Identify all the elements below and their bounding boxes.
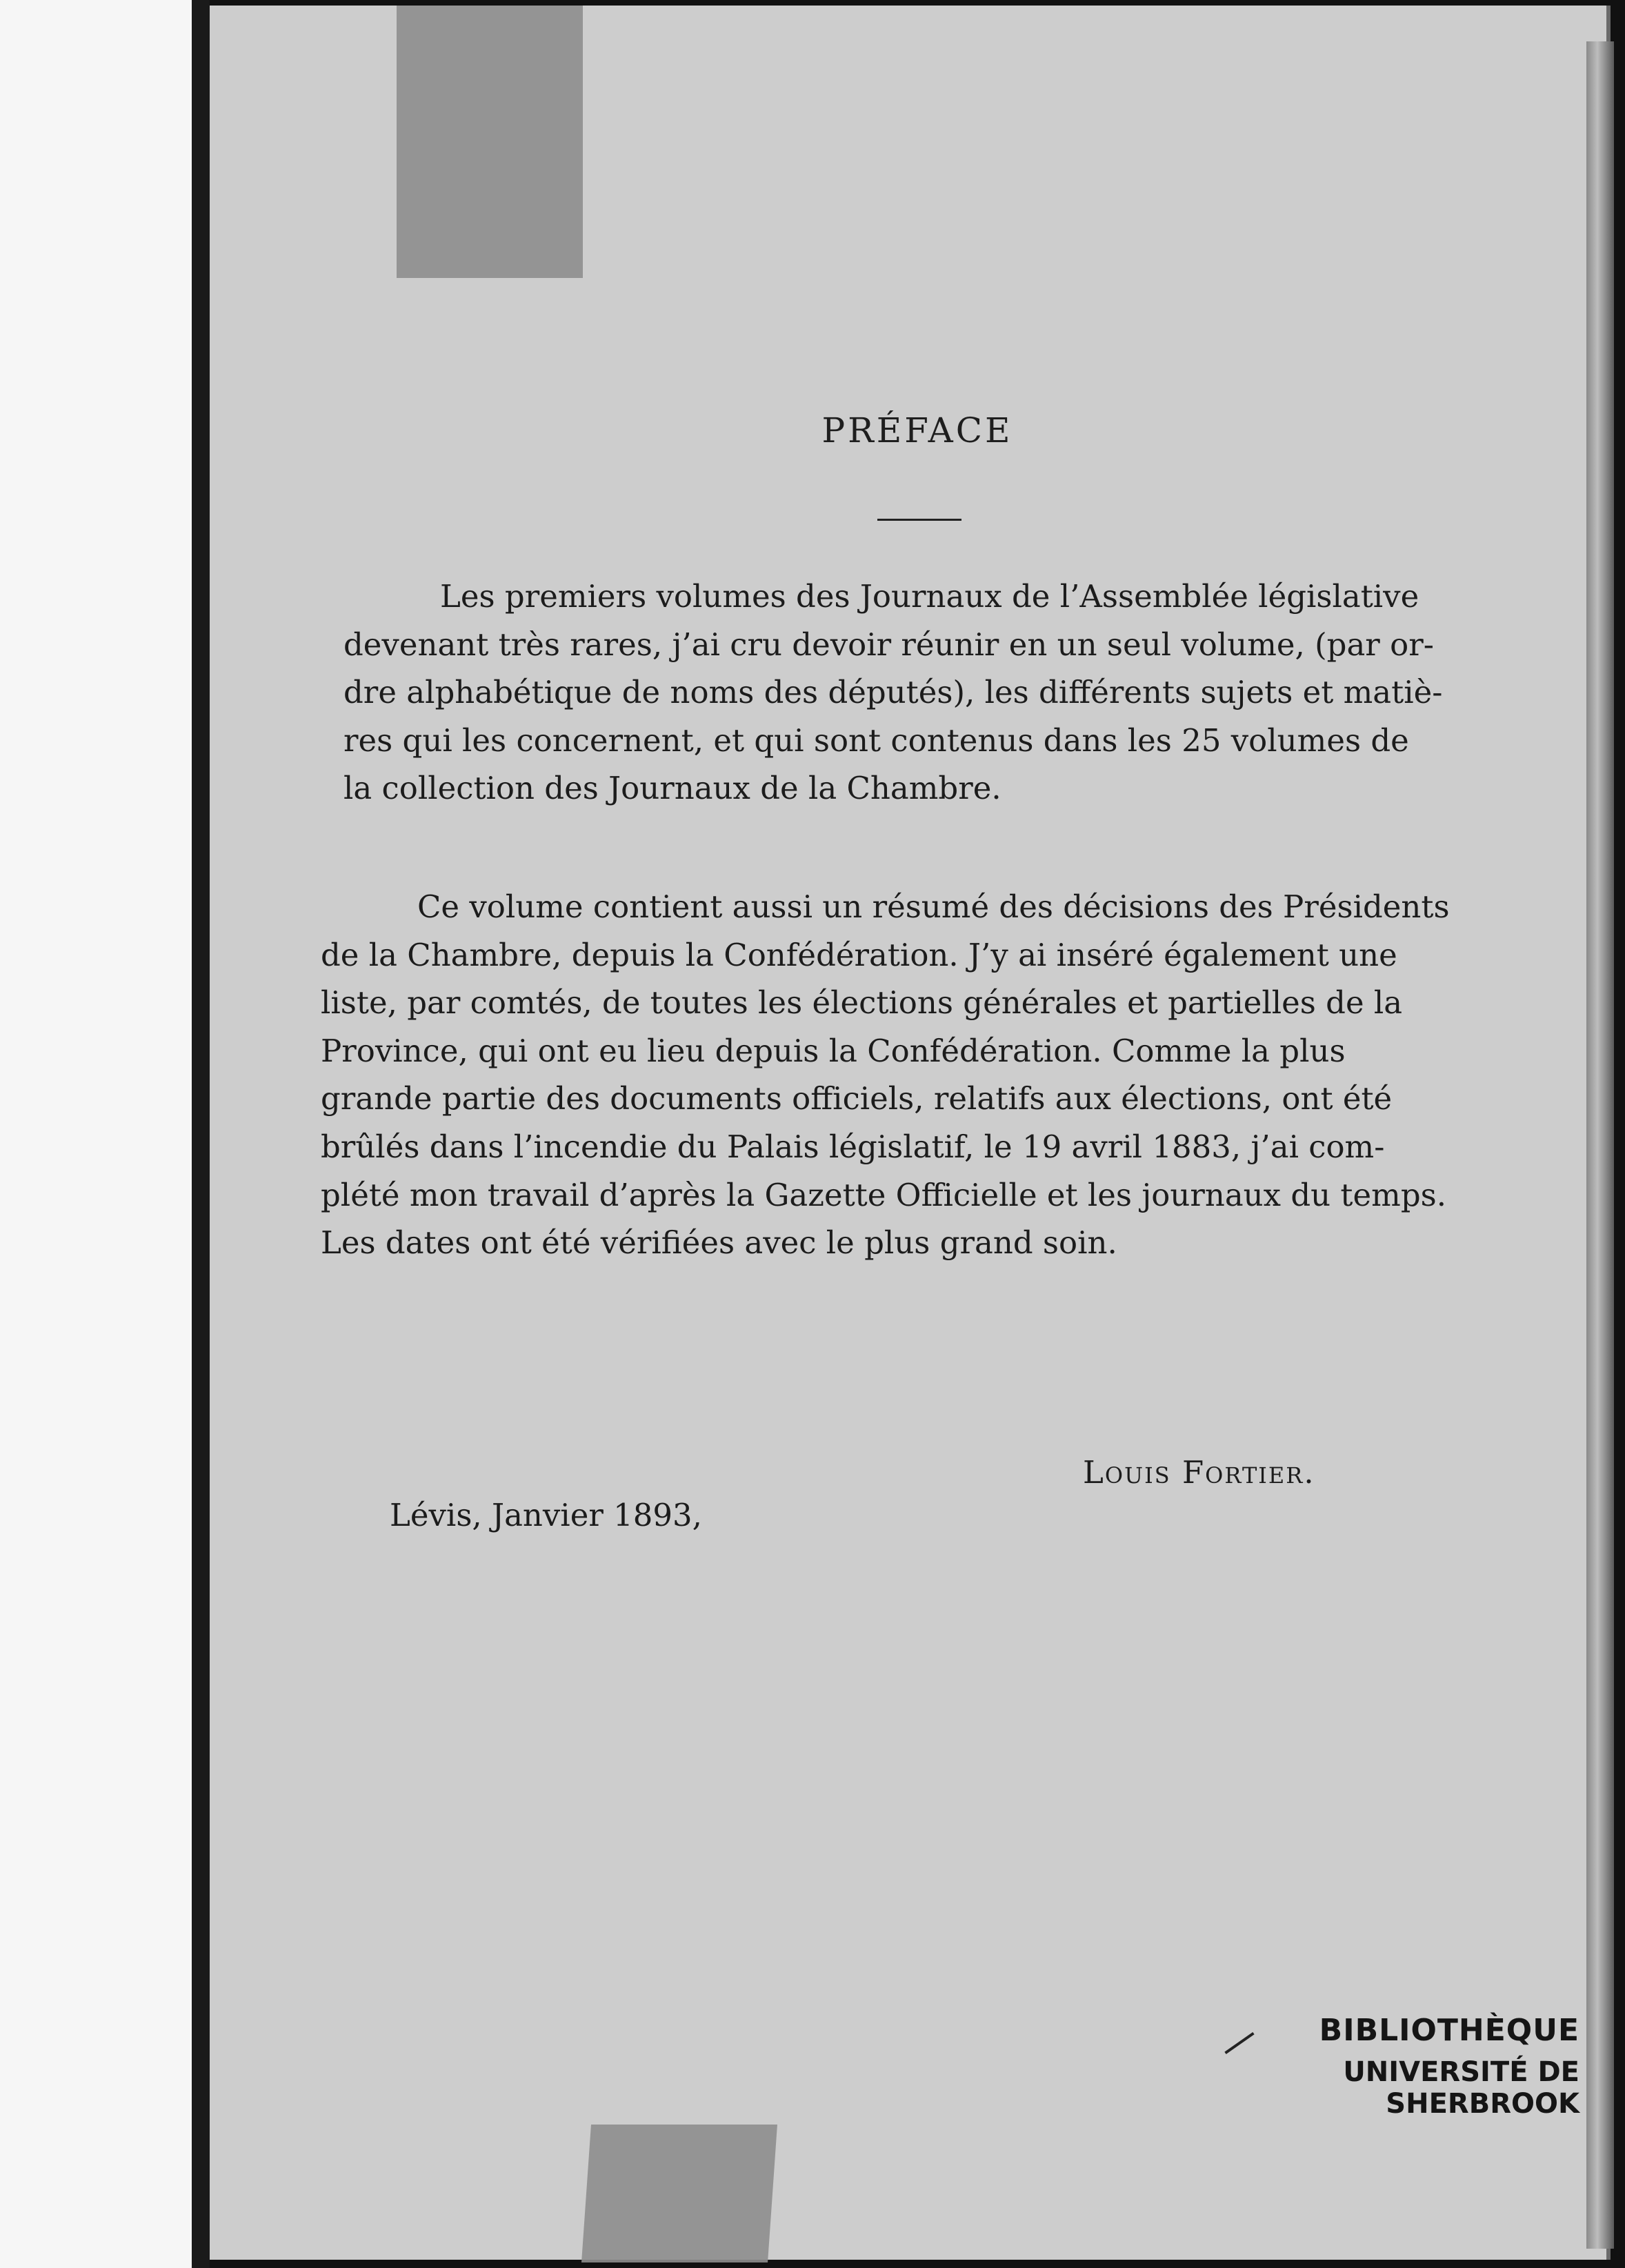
tape-strip-top <box>397 6 583 278</box>
place-date: Lévis, Janvier 1893, <box>390 1497 702 1533</box>
page-edge <box>1586 41 1614 2249</box>
paragraph-line: Les premiers volumes des Journaux de l’Assemblée législative <box>440 578 1419 615</box>
paragraph-line: la collection des Journaux de la Chambre. <box>343 770 1001 807</box>
paragraph-1 <box>343 573 1475 813</box>
paragraph-line: Province, qui ont eu lieu depuis la Confédération. Comme la plus <box>321 1032 1346 1069</box>
paragraph-line: de la Chambre, depuis la Confédération. J’y ai inséré également une <box>321 936 1397 973</box>
paragraph-line: grande partie des documents officiels, relatifs aux élections, ont été <box>321 1080 1393 1117</box>
stamp-line-1: BIBLIOTHÈQUE <box>1319 2013 1579 2048</box>
binding-shadow <box>192 0 210 2268</box>
paragraph-line: Ce volume contient aussi un résumé des décisions des Présidents <box>417 888 1450 925</box>
page-title: PRÉFACE <box>821 410 1013 450</box>
stamp-line-2: UNIVERSITÉ DE SHERBROOK <box>1343 2056 1579 2120</box>
paragraph-line: dre alphabétique de noms des députés), les différents sujets et matiè- <box>343 674 1443 711</box>
paragraph-line: liste, par comtés, de toutes les élections générales et partielles de la <box>321 984 1403 1022</box>
scan-left-margin <box>0 0 192 2268</box>
paragraph-line: brûlés dans l’incendie du Palais législatif, le 19 avril 1883, j’ai com- <box>321 1128 1385 1165</box>
title-rule <box>877 519 961 521</box>
paragraph-line: res qui les concernent, et qui sont contenus dans les 25 volumes de <box>343 722 1409 759</box>
paragraph-2 <box>321 883 1462 1267</box>
library-stamp <box>1207 2013 1579 2120</box>
paragraph-line: devenant très rares, j’ai cru devoir réunir en un seul volume, (par or- <box>343 626 1434 663</box>
paragraph-line: plété mon travail d’après la Gazette Officielle et les journaux du temps. <box>321 1176 1447 1213</box>
tape-strip-bottom <box>581 2125 777 2262</box>
paragraph-line: Les dates ont été vérifiées avec le plus grand soin. <box>321 1224 1117 1262</box>
author-signature: Louis Fortier. <box>1083 1454 1315 1491</box>
